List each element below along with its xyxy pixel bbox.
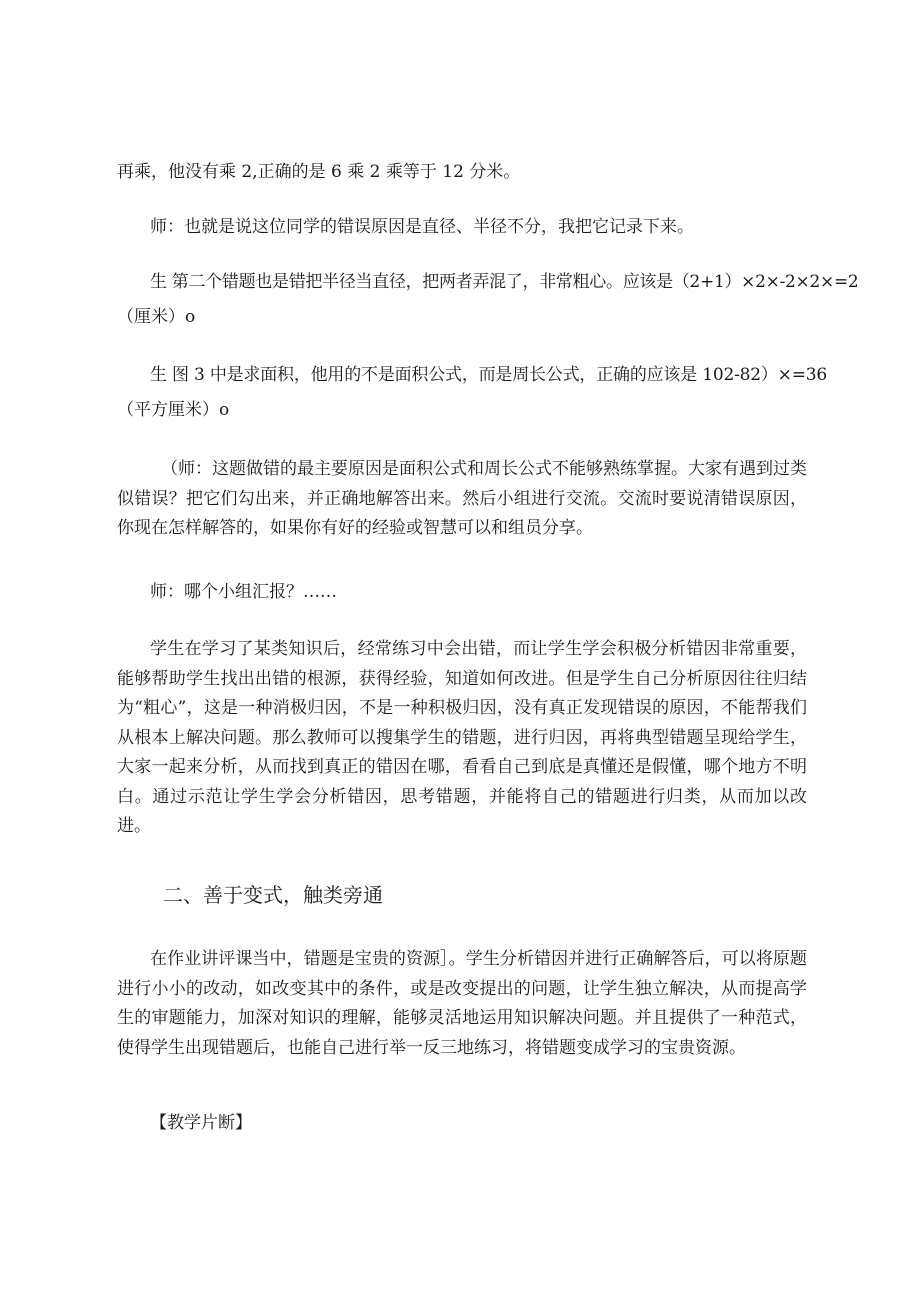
analysis-paragraph: 学生在学习了某类知识后，经常练习中会出错，而让学生学会积极分析错因非常重要，能够帮助学生找出出错的根源，获得经验，知道如何改进。但是学生自己分析原因往往归结为“粗心”，这是一种消极归因，不是一种积极归因，没有真正发现错误的原因，不能帮我们从根本上解决问题。那么教师可以搜集学生的错题，进行归因，再将典型错题呈现给学生，大家一起来分析，从而找到真正的错因在哪，看看自己到底是真懂还是假懂，哪个地方不明白。通过示范让学生学会分析错因，思考错题，并能将自己的错题进行归类，从而加以改进。	[117, 639, 807, 836]
student-line-2: 生 图 3 中是求面积，他用的不是面积公式，而是周长公式，正确的应该是 102-82）×=36	[150, 365, 827, 385]
teacher-line-1: 师：也就是说这位同学的错误原因是直径、半径不分，我把它记录下来。	[150, 217, 694, 237]
student-line-1-cont: （厘米）o	[117, 307, 196, 327]
variation-paragraph: 在作业讲评课当中，错题是宝贵的资源］。学生分析错因并进行正确解答后，可以将原题进行小小的改动，如改变其中的条件，或是改变提出的问题，让学生独立解决，从而提高学生的审题能力，加深对知识的理解，能够灵活地运用知识解决问题。并且提供了一种范式，使得学生出现错题后，也能自己进行举一反三地练习，将错题变成学习的宝贵资源。	[117, 949, 807, 1058]
teacher-paragraph-1: （师：这题做错的最主要原因是面积公式和周长公式不能够熟练掌握。大家有遇到过类似错误？把它们勾出来，并正确地解答出来。然后小组进行交流。交流时要说清错误原因，你现在怎样解答的，如果你有好的经验或智慧可以和组员分享。	[117, 459, 807, 538]
section-heading: 二、善于变式，触类旁通	[163, 883, 383, 907]
student-line-2-cont: （平方厘米）o	[117, 400, 230, 420]
teacher-line-2: 师：哪个小组汇报？……	[150, 582, 337, 602]
text-line-continuation: 再乘，他没有乘 2,正确的是 6 乘 2 乘等于 12 分米。	[117, 162, 521, 182]
student-line-1: 生 第二个错题也是错把半径当直径，把两者弄混了，非常粗心。应该是（2+1）×2×-2×2×=2	[150, 272, 859, 292]
teaching-excerpt-label: 【教学片断】	[150, 1113, 252, 1133]
